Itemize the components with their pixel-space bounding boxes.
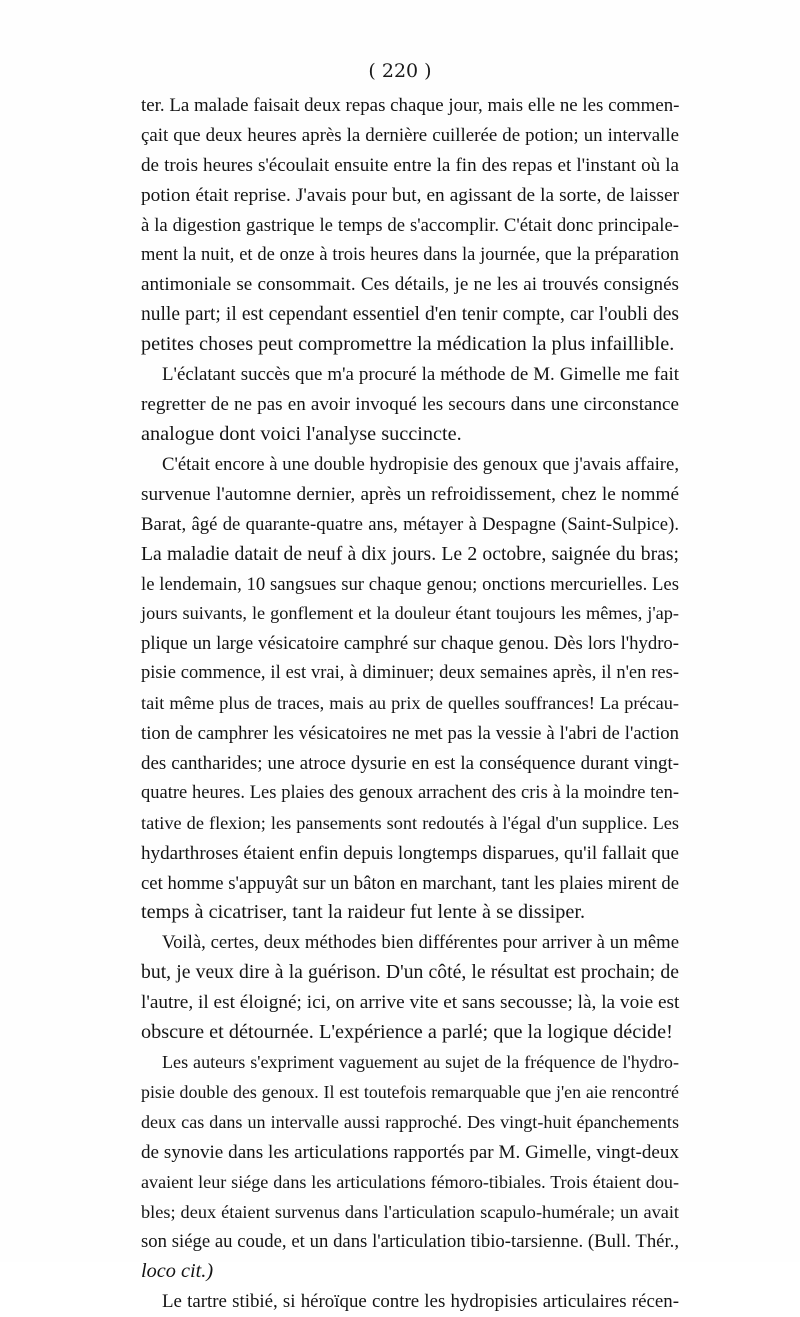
text-line: ment la nuit, et de onze à trois heures dans la journée, que la préparation xyxy=(141,244,679,265)
text-line: regretter de ne pas en avoir invoqué les secours dans une circonstance xyxy=(141,394,679,416)
text-line: le lendemain, 10 sangsues sur chaque genou; onctions mercurielles. Les xyxy=(141,573,679,595)
paragraph xyxy=(141,360,679,450)
text-line: bles; deux étaient survenus dans l'articulation scapulo-humérale; un avait xyxy=(141,1201,679,1222)
text-line: hydarthroses étaient enfin depuis longtemps disparues, qu'il fallait que xyxy=(141,842,679,864)
text-line: cet homme s'appuyât sur un bâton en marchant, tant les plaies mirent de xyxy=(141,872,679,894)
paragraph xyxy=(141,928,679,1048)
paragraph xyxy=(141,1287,679,1317)
paragraph-continuation xyxy=(141,91,679,360)
paragraph xyxy=(141,450,679,929)
text-line: petites choses peut compromettre la médication la plus infaillible. xyxy=(141,333,675,356)
text-line: çait que deux heures après la dernière cuillerée de potion; un intervalle xyxy=(141,124,679,146)
page-number: ( 220 ) xyxy=(368,60,432,82)
text-line: de trois heures s'écoulait ensuite entre la fin des repas et l'instant où la xyxy=(141,154,679,176)
text-line: C'était encore à une double hydropisie des genoux que j'avais affaire, xyxy=(162,453,679,475)
text-line: analogue dont voici l'analyse succincte. xyxy=(141,422,462,445)
text-line: Les auteurs s'expriment vaguement au sujet de la fréquence de l'hydro- xyxy=(162,1052,679,1072)
text-line: ter. La malade faisait deux repas chaque jour, mais elle ne les commen- xyxy=(141,95,680,116)
text-line: quatre heures. Les plaies des genoux arrachent des cris à la moindre ten- xyxy=(141,782,679,803)
text-line: à la digestion gastrique le temps de s'accomplir. C'était donc principale- xyxy=(141,214,679,236)
text-line: plique un large vésicatoire camphré sur chaque genou. Dès lors l'hydro- xyxy=(141,633,679,655)
text-line: de synovie dans les articulations rapportés par M. Gimelle, vingt-deux xyxy=(141,1141,679,1163)
text-line: potion était reprise. J'avais pour but, en agissant de la sorte, de laisser xyxy=(141,184,679,206)
text-line: deux cas dans un intervalle aussi rapproché. Des vingt-huit épanchements xyxy=(141,1111,679,1132)
text-line: Barat, âgé de quarante-quatre ans, métayer à Despagne (Saint-Sulpice). xyxy=(141,513,679,535)
text-line: tion de camphrer les vésicatoires ne met pas la vessie à l'abri de l'action xyxy=(141,723,679,745)
text-line: son siége au coude, et un dans l'articulation tibio-tarsienne. (Bull. Thér., xyxy=(141,1231,679,1253)
text-line: survenue l'automne dernier, après un refroidissement, chez le nommé xyxy=(141,483,679,505)
text-line: antimoniale se consommait. Ces détails, je ne les ai trouvés consignés xyxy=(141,274,679,296)
text-line: pisie double des genoux. Il est toutefois remarquable que j'en aie rencontré xyxy=(141,1081,679,1102)
text-line: l'autre, il est éloigné; ici, on arrive vite et sans secousse; là, la voie est xyxy=(141,992,680,1014)
text-line: Le tartre stibié, si héroïque contre les hydropisies articulaires récen- xyxy=(162,1291,679,1313)
paragraph xyxy=(141,1048,679,1287)
text-line: La maladie datait de neuf à dix jours. Le 2 octobre, saignée du bras; xyxy=(141,542,679,565)
text-line: but, je veux dire à la guérison. D'un côté, le résultat est prochain; de xyxy=(141,961,679,984)
body-text xyxy=(141,91,679,1317)
text-line: des cantharides; une atroce dysurie en est la conséquence durant vingt- xyxy=(141,752,679,774)
text-line-citation: loco cit.) xyxy=(141,1260,214,1283)
text-line: avaient leur siége dans les articulations fémoro-tibiales. Trois étaient dou- xyxy=(141,1171,679,1192)
text-line: temps à cicatriser, tant la raideur fut lente à se dissiper. xyxy=(141,901,586,924)
text-line: jours suivants, le gonflement et la douleur étant toujours les mêmes, j'ap- xyxy=(141,603,679,624)
text-line: obscure et détournée. L'expérience a parlé; que la logique décide! xyxy=(141,1021,673,1044)
text-line: Voilà, certes, deux méthodes bien différentes pour arriver à un même xyxy=(162,932,679,954)
text-line: pisie commence, il est vrai, à diminuer; deux semaines après, il n'en res- xyxy=(141,663,679,684)
text-line: tait même plus de traces, mais au prix de quelles souffrances! La précau- xyxy=(141,693,679,714)
text-line: L'éclatant succès que m'a procuré la méthode de M. Gimelle me fait xyxy=(162,364,679,386)
text-line: tative de flexion; les pansements sont redoutés à l'égal d'un supplice. Les xyxy=(141,812,679,833)
text-line: nulle part; il est cependant essentiel d'en tenir compte, car l'oubli des xyxy=(141,304,679,326)
